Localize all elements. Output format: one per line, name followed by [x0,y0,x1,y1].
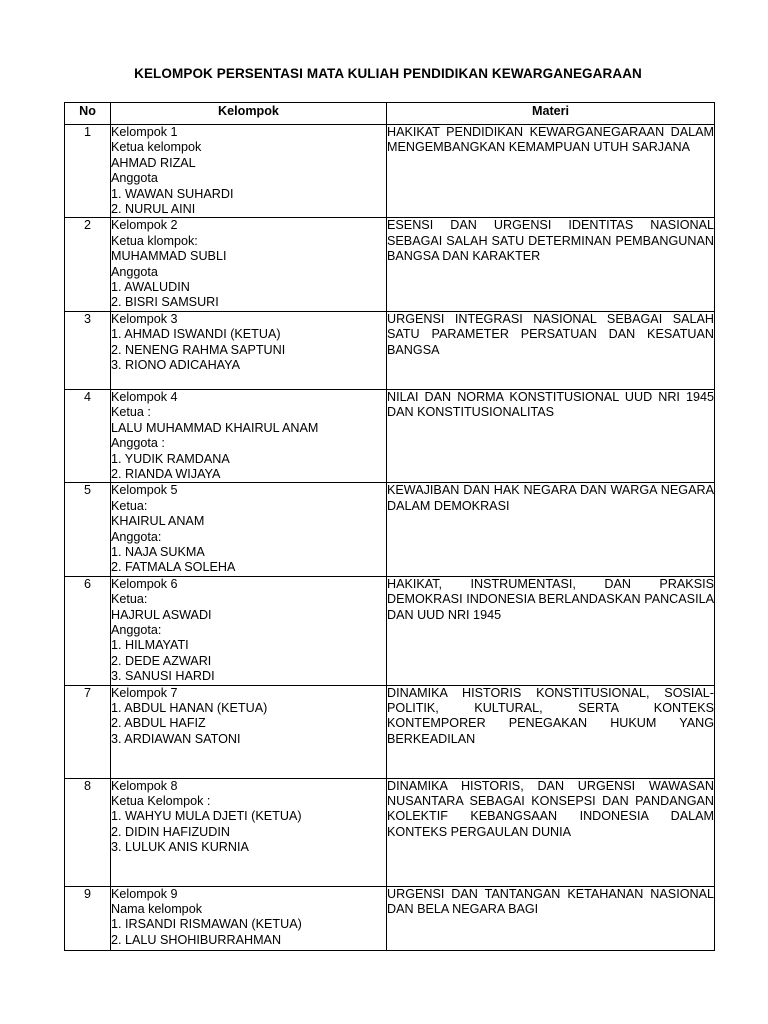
material-cell: URGENSI DAN TANTANGAN KETAHANAN NASIONAL DAN BELA NEGARA BAGI [387,886,715,950]
table-body [65,125,715,951]
group-line: Ketua Kelompok : [111,794,211,808]
group-cell [111,125,387,218]
group-cell [111,389,387,482]
group-line: Ketua klompok: [111,233,198,248]
material-cell: DINAMIKA HISTORIS, DAN URGENSI WAWASAN NUSANTARA SEBAGAI KONSEPSI DAN PANDANGAN KOLEKTIF KEBANGSAAN INDONESIA DALAM KONTEKS PERGAULAN DUNIA [387,778,715,886]
group-line: 2. DEDE AZWARI [111,653,212,668]
group-line: Ketua kelompok [111,140,202,155]
material-cell: HAKIKAT, INSTRUMENTASI, DAN PRAKSIS DEMOKRASI INDONESIA BERLANDASKAN PANCASILA DAN UUD NRI 1945 [387,576,715,685]
group-line: 1. ABDUL HANAN (KETUA) [111,701,268,715]
group-line: Kelompok 7 [111,685,178,700]
group-line: Kelompok 6 [111,576,178,591]
header-material: Materi [387,103,715,125]
group-line: 2. NURUL AINI [111,202,196,217]
group-line: 1. AWALUDIN [111,280,190,295]
group-line: 1. NAJA SUKMA [111,544,205,559]
row-number: 4 [65,389,111,482]
table-row [65,311,715,389]
group-line: 2. LALU SHOHIBURRAHMAN [111,932,282,947]
table-row [65,389,715,482]
table-row [65,685,715,778]
group-line: 3. ARDIAWAN SATONI [111,731,241,746]
group-line: 2. NENENG RAHMA SAPTUNI [111,342,286,357]
row-number: 7 [65,685,111,778]
material-cell: URGENSI INTEGRASI NASIONAL SEBAGAI SALAH SATU PARAMETER PERSATUAN DAN KESATUAN BANGSA [387,311,715,389]
group-line: 1. HILMAYATI [111,638,189,653]
group-line: 2. BISRI SAMSURI [111,295,219,310]
group-line: Kelompok 8 [111,778,178,793]
group-line: 1. WAWAN SUHARDI [111,186,234,201]
row-number: 8 [65,778,111,886]
table-row [65,778,715,886]
group-line: Anggota: [111,622,162,637]
group-cell [111,311,387,389]
group-line: 2. RIANDA WIJAYA [111,466,221,481]
group-line: 2. FATMALA SOLEHA [111,560,236,575]
group-line: Anggota [111,264,158,279]
group-line: 3. RIONO ADICAHAYA [111,358,240,373]
group-line: Anggota: [111,529,162,544]
group-line: 1. AHMAD ISWANDI (KETUA) [111,327,281,342]
group-line: 1. WAHYU MULA DJETI (KETUA) [111,809,302,824]
group-line: LALU MUHAMMAD KHAIRUL ANAM [111,420,319,435]
row-number: 6 [65,576,111,685]
group-line: Kelompok 9 [111,886,178,901]
group-line: Kelompok 4 [111,389,178,404]
group-line: 3. LULUK ANIS KURNIA [111,840,249,855]
group-line: Anggota [111,171,158,186]
group-line: 3. SANUSI HARDI [111,669,215,684]
material-cell: HAKIKAT PENDIDIKAN KEWARGANEGARAAN DALAM MENGEMBANGKAN KEMAMPUAN UTUH SARJANA [387,125,715,218]
row-number: 2 [65,218,111,311]
group-cell [111,685,387,778]
group-cell [111,218,387,311]
group-cell [111,576,387,685]
material-cell: ESENSI DAN URGENSI IDENTITAS NASIONAL SEBAGAI SALAH SATU DETERMINAN PEMBANGUNAN BANGSA DAN KARAKTER [387,218,715,311]
group-line: KHAIRUL ANAM [111,514,205,529]
row-number: 3 [65,311,111,389]
material-cell: DINAMIKA HISTORIS KONSTITUSIONAL, SOSIAL-POLITIK, KULTURAL, SERTA KONTEKS KONTEMPORER PENEGAKAN HUKUM YANG BERKEADILAN [387,685,715,778]
group-table [64,102,715,951]
group-line: 2. DIDIN HAFIZUDIN [111,824,230,839]
table-row [65,886,715,950]
group-line: Ketua: [111,592,148,607]
group-line: Ketua : [111,405,151,420]
group-line: MUHAMMAD SUBLI [111,249,227,264]
group-cell [111,886,387,950]
group-line: 1. IRSANDI RISMAWAN (KETUA) [111,917,302,932]
group-line: Kelompok 1 [111,125,178,139]
material-cell: KEWAJIBAN DAN HAK NEGARA DAN WARGA NEGARA DALAM DEMOKRASI [387,483,715,576]
group-line: Kelompok 3 [111,311,178,326]
document-title: KELOMPOK PERSENTASI MATA KULIAH PENDIDIKAN KEWARGANEGARAAN [134,66,642,81]
row-number: 1 [65,125,111,218]
group-line: AHMAD RIZAL [111,155,196,170]
table-row [65,483,715,576]
group-line: Kelompok 5 [111,483,178,498]
group-cell [111,483,387,576]
table-row [65,576,715,685]
table-header-row [65,103,715,125]
group-cell [111,778,387,886]
header-group: Kelompok [111,103,387,125]
group-line: 2. ABDUL HAFIZ [111,716,206,731]
table-row [65,125,715,218]
row-number: 5 [65,483,111,576]
group-line: Anggota : [111,436,165,451]
group-line: HAJRUL ASWADI [111,607,212,622]
group-line: 1. YUDIK RAMDANA [111,451,230,466]
table-row [65,218,715,311]
group-line: Ketua: [111,498,148,513]
header-no: No [65,103,111,125]
group-line: Kelompok 2 [111,218,178,233]
row-number: 9 [65,886,111,950]
group-line: Nama kelompok [111,902,202,916]
material-cell: NILAI DAN NORMA KONSTITUSIONAL UUD NRI 1945 DAN KONSTITUSIONALITAS [387,389,715,482]
